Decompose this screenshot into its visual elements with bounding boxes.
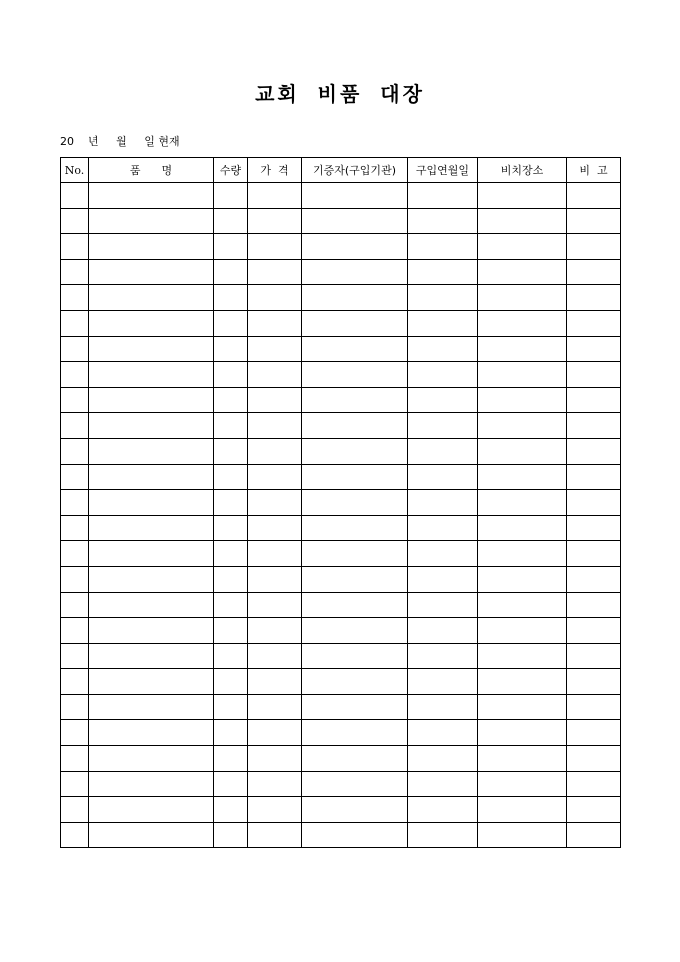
cell-purchase-date[interactable]	[408, 259, 478, 285]
cell-purchase-date[interactable]	[408, 413, 478, 439]
cell-location[interactable]	[478, 515, 567, 541]
ledger-body	[61, 183, 621, 848]
cell-quantity[interactable]	[214, 720, 248, 746]
cell-donor[interactable]	[302, 362, 408, 388]
cell-remarks[interactable]	[567, 310, 621, 336]
cell-quantity[interactable]	[214, 771, 248, 797]
cell-no[interactable]	[61, 310, 89, 336]
cell-remarks[interactable]	[567, 669, 621, 695]
cell-item-name[interactable]	[89, 618, 214, 644]
cell-purchase-date[interactable]	[408, 234, 478, 260]
table-row	[61, 566, 621, 592]
cell-location[interactable]	[478, 566, 567, 592]
cell-item-name[interactable]	[89, 183, 214, 209]
table-row	[61, 413, 621, 439]
cell-no[interactable]	[61, 515, 89, 541]
cell-remarks[interactable]	[567, 643, 621, 669]
table-row	[61, 336, 621, 362]
cell-no[interactable]	[61, 592, 89, 618]
cell-quantity[interactable]	[214, 310, 248, 336]
cell-purchase-date[interactable]	[408, 797, 478, 823]
table-row	[61, 490, 621, 516]
cell-quantity[interactable]	[214, 643, 248, 669]
cell-purchase-date[interactable]	[408, 592, 478, 618]
cell-donor[interactable]	[302, 183, 408, 209]
cell-purchase-date[interactable]	[408, 618, 478, 644]
cell-purchase-date[interactable]	[408, 285, 478, 311]
cell-donor[interactable]	[302, 541, 408, 567]
cell-quantity[interactable]	[214, 362, 248, 388]
cell-quantity[interactable]	[214, 259, 248, 285]
cell-remarks[interactable]	[567, 797, 621, 823]
cell-donor[interactable]	[302, 771, 408, 797]
cell-donor[interactable]	[302, 797, 408, 823]
cell-price[interactable]	[248, 746, 302, 772]
cell-price[interactable]	[248, 285, 302, 311]
cell-location[interactable]	[478, 285, 567, 311]
cell-location[interactable]	[478, 822, 567, 848]
cell-donor[interactable]	[302, 669, 408, 695]
cell-no[interactable]	[61, 694, 89, 720]
table-row	[61, 464, 621, 490]
cell-location[interactable]	[478, 643, 567, 669]
cell-item-name[interactable]	[89, 259, 214, 285]
cell-donor[interactable]	[302, 490, 408, 516]
cell-item-name[interactable]	[89, 746, 214, 772]
cell-item-name[interactable]	[89, 822, 214, 848]
cell-remarks[interactable]	[567, 413, 621, 439]
cell-no[interactable]	[61, 259, 89, 285]
cell-item-name[interactable]	[89, 797, 214, 823]
cell-location[interactable]	[478, 310, 567, 336]
cell-purchase-date[interactable]	[408, 694, 478, 720]
table-row	[61, 669, 621, 695]
cell-price[interactable]	[248, 694, 302, 720]
table-row	[61, 515, 621, 541]
cell-location[interactable]	[478, 694, 567, 720]
cell-purchase-date[interactable]	[408, 183, 478, 209]
table-row	[61, 438, 621, 464]
cell-donor[interactable]	[302, 208, 408, 234]
header-donor: 기증자(구입기관)	[302, 158, 408, 183]
table-row	[61, 541, 621, 567]
cell-item-name[interactable]	[89, 771, 214, 797]
cell-purchase-date[interactable]	[408, 438, 478, 464]
cell-remarks[interactable]	[567, 259, 621, 285]
cell-no[interactable]	[61, 464, 89, 490]
cell-location[interactable]	[478, 413, 567, 439]
cell-price[interactable]	[248, 822, 302, 848]
cell-no[interactable]	[61, 541, 89, 567]
cell-remarks[interactable]	[567, 208, 621, 234]
cell-quantity[interactable]	[214, 669, 248, 695]
cell-quantity[interactable]	[214, 183, 248, 209]
cell-location[interactable]	[478, 362, 567, 388]
cell-quantity[interactable]	[214, 797, 248, 823]
cell-donor[interactable]	[302, 310, 408, 336]
cell-price[interactable]	[248, 490, 302, 516]
equipment-ledger-table	[60, 157, 621, 848]
table-row	[61, 183, 621, 209]
cell-purchase-date[interactable]	[408, 362, 478, 388]
cell-donor[interactable]	[302, 387, 408, 413]
cell-item-name[interactable]	[89, 208, 214, 234]
as-of-date-line: 20 년 월 일 현재	[60, 135, 180, 148]
cell-item-name[interactable]	[89, 285, 214, 311]
table-row	[61, 234, 621, 260]
cell-price[interactable]	[248, 592, 302, 618]
cell-purchase-date[interactable]	[408, 208, 478, 234]
cell-no[interactable]	[61, 822, 89, 848]
cell-item-name[interactable]	[89, 669, 214, 695]
cell-purchase-date[interactable]	[408, 336, 478, 362]
cell-location[interactable]	[478, 771, 567, 797]
header-purchase-date: 구입연월일	[408, 158, 478, 183]
cell-purchase-date[interactable]	[408, 746, 478, 772]
cell-purchase-date[interactable]	[408, 771, 478, 797]
cell-location[interactable]	[478, 438, 567, 464]
cell-price[interactable]	[248, 208, 302, 234]
cell-no[interactable]	[61, 183, 89, 209]
cell-price[interactable]	[248, 720, 302, 746]
cell-item-name[interactable]	[89, 413, 214, 439]
header-remarks: 비 고	[567, 158, 621, 183]
cell-no[interactable]	[61, 413, 89, 439]
cell-donor[interactable]	[302, 618, 408, 644]
header-location: 비치장소	[478, 158, 567, 183]
cell-price[interactable]	[248, 566, 302, 592]
cell-price[interactable]	[248, 643, 302, 669]
cell-item-name[interactable]	[89, 515, 214, 541]
cell-price[interactable]	[248, 464, 302, 490]
cell-no[interactable]	[61, 336, 89, 362]
cell-location[interactable]	[478, 592, 567, 618]
table-row	[61, 822, 621, 848]
cell-donor[interactable]	[302, 413, 408, 439]
table-row	[61, 618, 621, 644]
cell-quantity[interactable]	[214, 490, 248, 516]
cell-donor[interactable]	[302, 720, 408, 746]
cell-remarks[interactable]	[567, 183, 621, 209]
cell-remarks[interactable]	[567, 490, 621, 516]
cell-remarks[interactable]	[567, 387, 621, 413]
cell-location[interactable]	[478, 208, 567, 234]
cell-item-name[interactable]	[89, 720, 214, 746]
cell-donor[interactable]	[302, 566, 408, 592]
cell-purchase-date[interactable]	[408, 643, 478, 669]
cell-remarks[interactable]	[567, 618, 621, 644]
cell-item-name[interactable]	[89, 643, 214, 669]
cell-remarks[interactable]	[567, 822, 621, 848]
cell-location[interactable]	[478, 259, 567, 285]
cell-no[interactable]	[61, 669, 89, 695]
cell-donor[interactable]	[302, 234, 408, 260]
cell-no[interactable]	[61, 566, 89, 592]
table-row	[61, 746, 621, 772]
cell-no[interactable]	[61, 490, 89, 516]
cell-price[interactable]	[248, 438, 302, 464]
cell-quantity[interactable]	[214, 208, 248, 234]
cell-item-name[interactable]	[89, 336, 214, 362]
cell-quantity[interactable]	[214, 413, 248, 439]
table-row	[61, 771, 621, 797]
cell-purchase-date[interactable]	[408, 669, 478, 695]
cell-purchase-date[interactable]	[408, 822, 478, 848]
cell-price[interactable]	[248, 669, 302, 695]
cell-remarks[interactable]	[567, 285, 621, 311]
cell-purchase-date[interactable]	[408, 566, 478, 592]
cell-remarks[interactable]	[567, 515, 621, 541]
cell-price[interactable]	[248, 362, 302, 388]
cell-location[interactable]	[478, 746, 567, 772]
cell-quantity[interactable]	[214, 515, 248, 541]
cell-remarks[interactable]	[567, 592, 621, 618]
cell-remarks[interactable]	[567, 464, 621, 490]
cell-purchase-date[interactable]	[408, 464, 478, 490]
cell-donor[interactable]	[302, 285, 408, 311]
cell-price[interactable]	[248, 310, 302, 336]
cell-location[interactable]	[478, 234, 567, 260]
cell-purchase-date[interactable]	[408, 387, 478, 413]
header-quantity: 수량	[214, 158, 248, 183]
cell-price[interactable]	[248, 387, 302, 413]
cell-quantity[interactable]	[214, 694, 248, 720]
cell-donor[interactable]	[302, 694, 408, 720]
cell-location[interactable]	[478, 618, 567, 644]
cell-donor[interactable]	[302, 592, 408, 618]
cell-no[interactable]	[61, 618, 89, 644]
table-row	[61, 285, 621, 311]
cell-donor[interactable]	[302, 643, 408, 669]
cell-remarks[interactable]	[567, 438, 621, 464]
cell-item-name[interactable]	[89, 387, 214, 413]
cell-price[interactable]	[248, 234, 302, 260]
cell-location[interactable]	[478, 183, 567, 209]
cell-quantity[interactable]	[214, 618, 248, 644]
cell-item-name[interactable]	[89, 310, 214, 336]
header-no: No.	[61, 158, 89, 183]
cell-remarks[interactable]	[567, 336, 621, 362]
cell-item-name[interactable]	[89, 694, 214, 720]
cell-remarks[interactable]	[567, 541, 621, 567]
table-row	[61, 720, 621, 746]
cell-location[interactable]	[478, 490, 567, 516]
cell-item-name[interactable]	[89, 438, 214, 464]
cell-quantity[interactable]	[214, 822, 248, 848]
cell-donor[interactable]	[302, 464, 408, 490]
header-price: 가 격	[248, 158, 302, 183]
cell-purchase-date[interactable]	[408, 490, 478, 516]
cell-donor[interactable]	[302, 259, 408, 285]
cell-quantity[interactable]	[214, 336, 248, 362]
cell-quantity[interactable]	[214, 438, 248, 464]
cell-price[interactable]	[248, 618, 302, 644]
cell-quantity[interactable]	[214, 285, 248, 311]
cell-price[interactable]	[248, 336, 302, 362]
cell-quantity[interactable]	[214, 566, 248, 592]
cell-remarks[interactable]	[567, 771, 621, 797]
cell-purchase-date[interactable]	[408, 515, 478, 541]
cell-no[interactable]	[61, 746, 89, 772]
table-row	[61, 797, 621, 823]
cell-location[interactable]	[478, 669, 567, 695]
cell-location[interactable]	[478, 464, 567, 490]
table-row	[61, 259, 621, 285]
cell-purchase-date[interactable]	[408, 310, 478, 336]
cell-item-name[interactable]	[89, 541, 214, 567]
cell-price[interactable]	[248, 183, 302, 209]
cell-no[interactable]	[61, 643, 89, 669]
cell-item-name[interactable]	[89, 566, 214, 592]
cell-donor[interactable]	[302, 746, 408, 772]
cell-item-name[interactable]	[89, 592, 214, 618]
table-row	[61, 643, 621, 669]
header-row	[61, 158, 621, 183]
cell-donor[interactable]	[302, 515, 408, 541]
cell-quantity[interactable]	[214, 541, 248, 567]
cell-no[interactable]	[61, 362, 89, 388]
table-row	[61, 387, 621, 413]
cell-no[interactable]	[61, 438, 89, 464]
cell-price[interactable]	[248, 413, 302, 439]
cell-item-name[interactable]	[89, 464, 214, 490]
cell-no[interactable]	[61, 720, 89, 746]
cell-quantity[interactable]	[214, 592, 248, 618]
cell-location[interactable]	[478, 797, 567, 823]
cell-price[interactable]	[248, 259, 302, 285]
cell-remarks[interactable]	[567, 234, 621, 260]
cell-item-name[interactable]	[89, 234, 214, 260]
cell-price[interactable]	[248, 771, 302, 797]
cell-donor[interactable]	[302, 336, 408, 362]
cell-purchase-date[interactable]	[408, 720, 478, 746]
document-title: 교회 비품 대장	[255, 82, 425, 106]
cell-no[interactable]	[61, 387, 89, 413]
cell-location[interactable]	[478, 720, 567, 746]
cell-no[interactable]	[61, 285, 89, 311]
cell-no[interactable]	[61, 234, 89, 260]
table-row	[61, 694, 621, 720]
cell-remarks[interactable]	[567, 720, 621, 746]
cell-remarks[interactable]	[567, 566, 621, 592]
cell-quantity[interactable]	[214, 464, 248, 490]
table-row	[61, 592, 621, 618]
cell-no[interactable]	[61, 797, 89, 823]
cell-price[interactable]	[248, 515, 302, 541]
cell-no[interactable]	[61, 771, 89, 797]
cell-location[interactable]	[478, 541, 567, 567]
cell-no[interactable]	[61, 208, 89, 234]
cell-location[interactable]	[478, 387, 567, 413]
cell-donor[interactable]	[302, 438, 408, 464]
table-row	[61, 208, 621, 234]
cell-remarks[interactable]	[567, 694, 621, 720]
table-row	[61, 362, 621, 388]
cell-price[interactable]	[248, 797, 302, 823]
cell-purchase-date[interactable]	[408, 541, 478, 567]
cell-remarks[interactable]	[567, 362, 621, 388]
cell-remarks[interactable]	[567, 746, 621, 772]
cell-donor[interactable]	[302, 822, 408, 848]
cell-item-name[interactable]	[89, 490, 214, 516]
cell-item-name[interactable]	[89, 362, 214, 388]
cell-price[interactable]	[248, 541, 302, 567]
cell-quantity[interactable]	[214, 746, 248, 772]
header-item-name: 품 명	[89, 158, 214, 183]
cell-quantity[interactable]	[214, 234, 248, 260]
cell-quantity[interactable]	[214, 387, 248, 413]
table-row	[61, 310, 621, 336]
cell-location[interactable]	[478, 336, 567, 362]
